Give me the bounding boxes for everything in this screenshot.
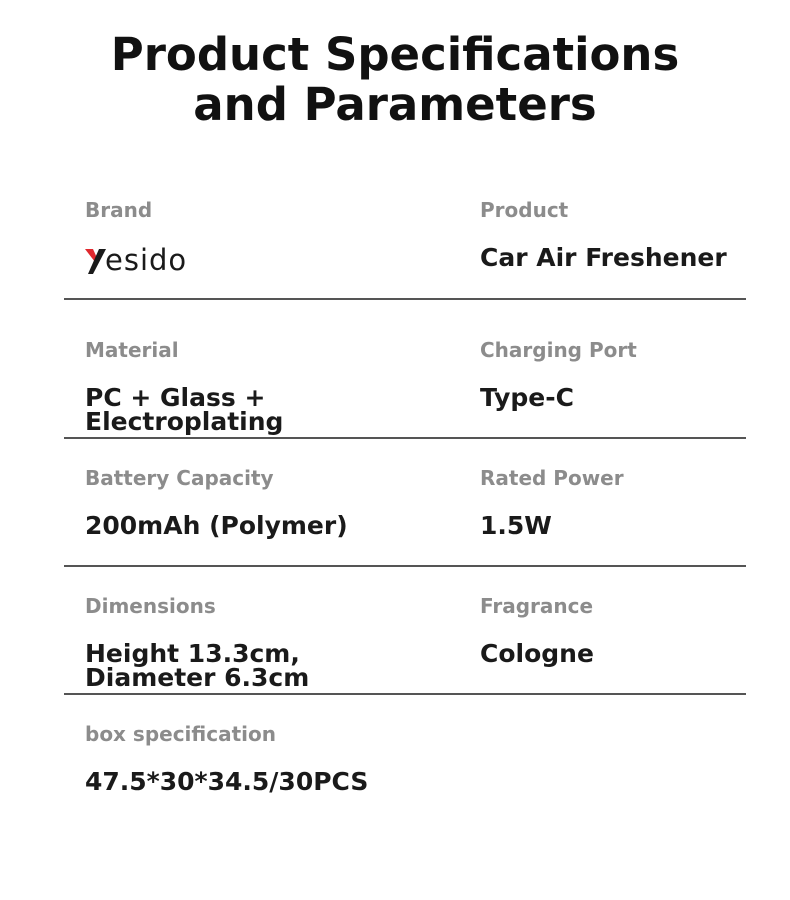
spec-material-label: Material — [85, 338, 179, 362]
spec-brand — [85, 198, 455, 276]
spec-product — [480, 198, 740, 270]
spec-material — [85, 338, 455, 434]
spec-row-box — [64, 722, 746, 802]
spec-charging-port — [480, 338, 740, 410]
spec-dimensions-value-line-2: Diameter 6.3cm — [85, 663, 310, 692]
spec-battery-capacity-value: 200mAh (Polymer) — [85, 511, 348, 540]
spec-box-specification — [85, 722, 455, 794]
yesido-logo-text: esido — [105, 243, 188, 277]
spec-row-material-port — [64, 338, 746, 439]
spec-fragrance-value: Cologne — [480, 639, 594, 668]
spec-row-battery-power — [64, 466, 746, 567]
spec-row-dimensions-fragrance — [64, 594, 746, 695]
spec-charging-port-label: Charging Port — [480, 338, 637, 362]
spec-battery-capacity-label: Battery Capacity — [85, 466, 274, 490]
spec-dimensions-value-line-1: Height 13.3cm, — [85, 639, 300, 668]
spec-battery-capacity — [85, 466, 455, 538]
spec-fragrance — [480, 594, 740, 666]
yesido-logo — [85, 244, 455, 276]
yesido-logo-y-mark — [85, 245, 107, 275]
spec-fragrance-label: Fragrance — [480, 594, 594, 618]
page-title-line-1: Product Specifications — [110, 28, 680, 81]
page-title — [0, 30, 790, 130]
spec-row-brand-product — [64, 198, 746, 300]
page-title-line-2: and Parameters — [193, 78, 597, 131]
spec-box-specification-value: 47.5*30*34.5/30PCS — [85, 767, 369, 796]
spec-material-value: PC + Glass + Electroplating — [85, 383, 284, 436]
spec-box-specification-label: box specification — [85, 722, 276, 746]
spec-rated-power — [480, 466, 740, 538]
spec-rated-power-label: Rated Power — [480, 466, 624, 490]
spec-product-value: Car Air Freshener — [480, 243, 727, 272]
spec-rated-power-value: 1.5W — [480, 511, 552, 540]
spec-product-label: Product — [480, 198, 569, 222]
spec-charging-port-value: Type-C — [480, 383, 574, 412]
spec-dimensions-label: Dimensions — [85, 594, 216, 618]
spec-brand-label: Brand — [85, 198, 153, 222]
spec-dimensions — [85, 594, 455, 690]
spec-dimensions-value — [85, 639, 455, 692]
